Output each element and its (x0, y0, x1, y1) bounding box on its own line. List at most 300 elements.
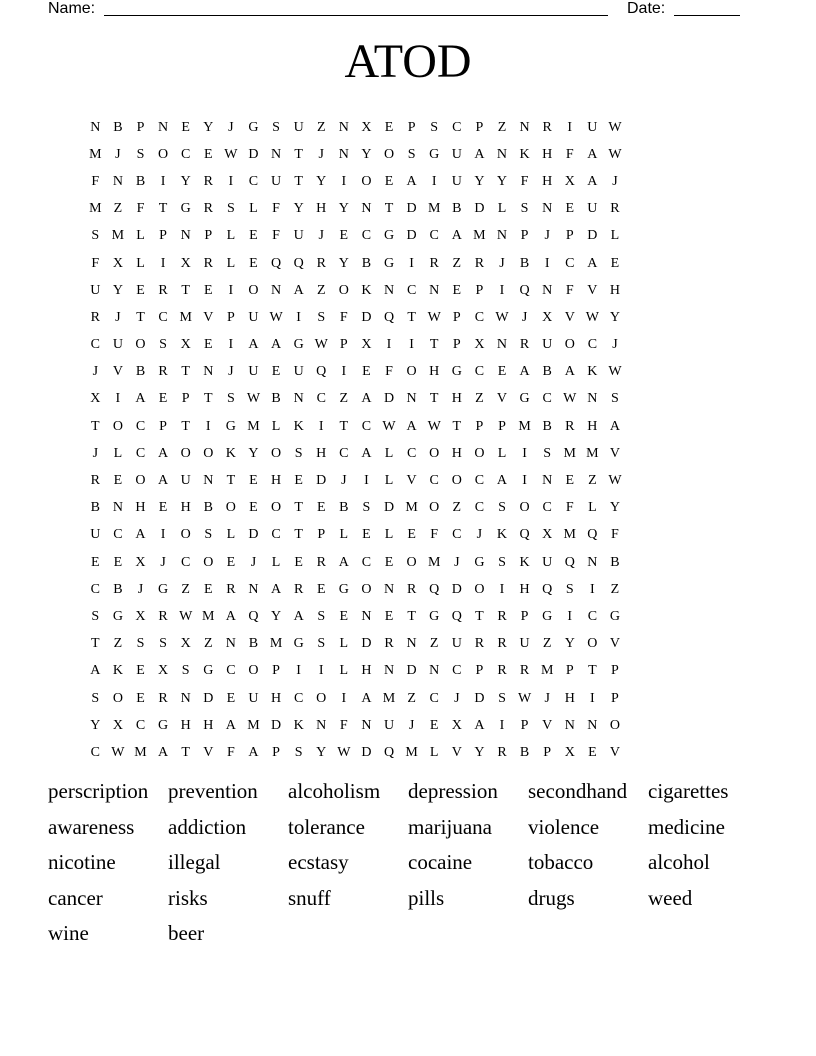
grid-letter: I (341, 364, 347, 380)
grid-letter: R (226, 581, 236, 597)
grid-letter: G (158, 581, 169, 597)
grid-letter: S (565, 581, 574, 597)
grid-letter: C (158, 309, 168, 325)
grid-letter: G (225, 418, 236, 434)
grid-letter: M (540, 663, 554, 679)
grid-letter: O (270, 500, 282, 516)
grid-letter: R (158, 364, 168, 380)
grid-letter: Q (383, 309, 395, 325)
grid-letter: C (135, 445, 146, 461)
grid-letter: N (383, 581, 395, 597)
grid-letter: P (136, 119, 145, 135)
grid-letter: L (226, 255, 236, 271)
grid-letter: E (384, 173, 394, 189)
grid-letter: O (406, 554, 417, 570)
grid-letter: J (318, 228, 324, 244)
word-bank-item: illegal (168, 850, 221, 875)
grid-letter: S (520, 201, 529, 217)
grid-letter: Y (112, 282, 123, 298)
grid-letter: T (339, 418, 349, 434)
grid-letter: S (91, 690, 100, 706)
grid-letter: U (180, 473, 191, 489)
grid-letter: E (249, 473, 258, 489)
grid-letter: C (542, 391, 552, 407)
grid-letter: D (361, 309, 372, 325)
grid-letter: O (406, 364, 417, 380)
grid-letter: C (406, 282, 417, 298)
grid-letter: E (158, 500, 168, 516)
grid-letter: G (429, 608, 440, 624)
grid-row (84, 277, 626, 304)
grid-row (84, 658, 626, 685)
grid-letter: L (113, 445, 123, 461)
grid-letter: X (542, 309, 553, 325)
grid-letter: U (248, 309, 259, 325)
grid-letter: A (293, 282, 304, 298)
grid-letter: G (383, 255, 395, 271)
grid-letter: O (429, 445, 440, 461)
grid-letter: B (90, 500, 100, 516)
grid-row (84, 522, 626, 549)
grid-letter: O (270, 445, 282, 461)
grid-letter: G (609, 608, 621, 624)
grid-letter: M (111, 228, 125, 244)
grid-letter: O (519, 500, 530, 516)
grid-letter: P (452, 337, 461, 353)
grid-letter: C (429, 690, 439, 706)
grid-letter: G (248, 119, 259, 135)
grid-letter: J (612, 337, 618, 353)
grid-letter: Y (338, 201, 349, 217)
grid-letter: F (565, 146, 574, 162)
grid-letter: R (90, 309, 100, 325)
grid-letter: P (226, 309, 235, 325)
grid-letter: N (180, 690, 191, 706)
grid-letter: D (474, 690, 485, 706)
grid-letter: Y (248, 445, 259, 461)
grid-letter: Z (588, 473, 597, 489)
grid-letter: Q (383, 744, 395, 760)
grid-letter: R (316, 554, 326, 570)
grid-letter: Q (587, 527, 598, 543)
grid-letter: B (542, 418, 552, 434)
grid-row (84, 168, 626, 195)
grid-letter: O (158, 146, 169, 162)
grid-row (84, 549, 626, 576)
grid-letter: G (429, 146, 440, 162)
grid-letter: S (204, 527, 213, 543)
grid-letter: Q (248, 608, 259, 624)
grid-letter: U (451, 636, 462, 652)
grid-letter: A (225, 608, 236, 624)
grid-letter: N (587, 717, 598, 733)
grid-letter: W (269, 309, 283, 325)
grid-letter: E (226, 554, 236, 570)
grid-letter: M (134, 744, 147, 760)
grid-letter: T (91, 636, 100, 652)
grid-letter: J (137, 581, 144, 597)
grid-letter: A (361, 391, 372, 407)
grid-letter: T (203, 391, 213, 407)
grid-letter: T (407, 608, 416, 624)
grid-letter: M (473, 228, 486, 244)
word-bank-item: cigarettes (648, 779, 729, 803)
grid-letter: N (248, 581, 259, 597)
grid-letter: U (451, 146, 462, 162)
grid-letter: A (519, 364, 530, 380)
grid-row (84, 685, 626, 712)
grid-letter: V (203, 744, 214, 760)
grid-letter: U (587, 201, 598, 217)
grid-letter: D (406, 201, 417, 217)
grid-letter: O (112, 418, 123, 434)
grid-letter: T (181, 282, 190, 298)
grid-letter: S (272, 119, 280, 135)
grid-letter: K (587, 364, 598, 380)
grid-letter: R (158, 608, 168, 624)
grid-letter: Z (113, 636, 123, 652)
grid-letter: Y (361, 146, 372, 162)
grid-letter: N (158, 119, 169, 135)
word-bank-item: alcohol (648, 850, 710, 875)
grid-letter: O (135, 473, 146, 489)
word-bank-item: tobacco (528, 850, 594, 875)
grid-letter: W (337, 744, 351, 760)
grid-letter: G (383, 228, 395, 244)
grid-letter: D (361, 636, 372, 652)
grid-letter: A (587, 173, 598, 189)
grid-letter: C (474, 500, 485, 516)
grid-letter: N (361, 201, 372, 217)
grid-letter: C (452, 527, 462, 543)
grid-letter: M (89, 201, 102, 217)
grid-letter: D (248, 146, 259, 162)
grid-letter: N (112, 500, 123, 516)
grid-letter: F (565, 500, 574, 516)
grid-letter: Z (339, 391, 349, 407)
grid-letter: W (517, 690, 532, 706)
grid-letter: E (384, 119, 394, 135)
grid-letter: R (429, 255, 439, 271)
grid-letter: H (316, 201, 327, 217)
grid-letter: U (248, 364, 259, 380)
grid-letter: I (228, 173, 234, 189)
grid-letter: T (226, 473, 236, 489)
grid-letter: R (474, 255, 485, 271)
grid-letter: A (248, 337, 259, 353)
grid-letter: X (135, 608, 146, 624)
grid-letter: O (474, 581, 485, 597)
grid-row (84, 332, 626, 359)
grid-letter: J (318, 146, 324, 162)
grid-letter: C (90, 337, 100, 353)
grid-letter: V (451, 744, 462, 760)
grid-letter: U (542, 337, 553, 353)
grid-letter: R (203, 255, 213, 271)
grid-letter: Z (203, 636, 213, 652)
grid-letter: P (565, 663, 574, 679)
grid-letter: S (498, 690, 506, 706)
grid-row (84, 359, 626, 386)
grid-letter: D (451, 581, 462, 597)
grid-letter: P (272, 663, 280, 679)
grid-letter: G (293, 337, 304, 353)
grid-letter: I (296, 663, 301, 679)
grid-letter: C (339, 445, 349, 461)
grid-letter: Q (519, 527, 530, 543)
grid-letter: C (587, 337, 598, 353)
grid-letter: N (270, 282, 282, 298)
grid-letter: Y (316, 744, 327, 760)
grid-letter: N (542, 201, 553, 217)
grid-letter: T (158, 201, 168, 217)
word-bank-item: snuff (288, 885, 331, 910)
grid-letter: H (180, 717, 191, 733)
grid-letter: R (406, 581, 417, 597)
grid-letter: H (587, 418, 598, 434)
grid-letter: E (497, 364, 507, 380)
grid-letter: E (136, 690, 145, 706)
grid-letter: A (135, 527, 146, 543)
grid-letter: O (564, 337, 575, 353)
grid-letter: U (451, 173, 462, 189)
grid-letter: X (158, 663, 169, 679)
grid-row (84, 603, 626, 630)
grid-letter: O (112, 690, 123, 706)
grid-letter: R (474, 636, 485, 652)
grid-letter: A (248, 744, 259, 760)
grid-row (84, 440, 626, 467)
grid-letter: A (474, 146, 485, 162)
grid-letter: M (405, 500, 418, 516)
grid-row (84, 304, 626, 331)
grid-letter: P (565, 228, 574, 244)
grid-letter: T (407, 309, 416, 325)
grid-letter: O (248, 282, 259, 298)
grid-letter: T (294, 527, 303, 543)
word-bank-item: drugs (528, 885, 575, 910)
grid-letter: E (249, 500, 258, 516)
grid-letter: Q (564, 554, 575, 570)
grid-letter: P (475, 282, 484, 298)
grid-letter: E (158, 391, 168, 407)
grid-letter: V (564, 309, 575, 325)
grid-letter: A (496, 473, 508, 489)
grid-letter: B (271, 391, 281, 407)
grid-letter: N (338, 146, 349, 162)
grid-letter: I (160, 173, 166, 189)
grid-letter: N (496, 337, 508, 353)
grid-letter: F (339, 717, 348, 733)
grid-letter: S (317, 636, 326, 652)
grid-letter: F (136, 201, 145, 217)
grid-letter: I (409, 255, 414, 271)
grid-letter: P (611, 663, 619, 679)
grid-letter: Z (181, 581, 190, 597)
grid-letter: E (339, 228, 349, 244)
grid-letter: I (499, 717, 505, 733)
grid-letter: C (113, 527, 123, 543)
grid-letter: X (564, 173, 575, 189)
grid-letter: J (521, 309, 528, 325)
grid-letter: Y (316, 173, 327, 189)
grid-letter: N (203, 473, 214, 489)
grid-row (84, 631, 626, 658)
grid-letter: L (429, 744, 439, 760)
grid-letter: O (587, 636, 598, 652)
grid-letter: E (203, 581, 213, 597)
grid-letter: M (405, 744, 418, 760)
grid-row (84, 739, 626, 766)
grid-letter: I (341, 173, 347, 189)
grid-letter: N (542, 282, 553, 298)
grid-letter: T (452, 418, 462, 434)
word-bank-item: wine (48, 921, 89, 946)
grid-letter: Q (451, 608, 462, 624)
grid-letter: X (112, 717, 123, 733)
grid-letter: A (270, 581, 282, 597)
grid-letter: Z (452, 500, 462, 516)
grid-letter: S (136, 636, 145, 652)
grid-letter: R (497, 744, 507, 760)
grid-letter: Y (293, 201, 304, 217)
grid-letter: Z (407, 690, 416, 706)
grid-letter: I (228, 282, 234, 298)
grid-letter: N (270, 146, 282, 162)
grid-letter: Z (610, 581, 620, 597)
worksheet-header (48, 0, 748, 20)
grid-letter: H (564, 690, 575, 706)
grid-letter: Q (519, 282, 530, 298)
grid-letter: M (586, 445, 599, 461)
grid-letter: M (179, 309, 192, 325)
grid-letter: O (203, 554, 214, 570)
grid-letter: Z (452, 255, 462, 271)
grid-letter: J (341, 473, 347, 489)
grid-letter: U (293, 119, 304, 135)
date-label: Date: (627, 0, 666, 17)
grid-row (84, 250, 626, 277)
grid-letter: S (362, 500, 371, 516)
grid-letter: P (452, 309, 461, 325)
grid-letter: L (271, 418, 281, 434)
grid-letter: R (158, 282, 168, 298)
grid-letter: T (429, 391, 439, 407)
grid-row (84, 386, 626, 413)
grid-letter: K (293, 418, 304, 434)
grid-letter: L (271, 554, 281, 570)
grid-letter: P (159, 418, 167, 434)
word-bank-item: awareness (48, 814, 135, 839)
grid-letter: G (451, 364, 462, 380)
grid-letter: K (519, 146, 530, 162)
word-bank-item: weed (648, 885, 693, 910)
grid-letter: E (113, 473, 123, 489)
grid-letter: A (158, 744, 169, 760)
grid-letter: S (407, 146, 416, 162)
grid-letter: S (294, 445, 303, 461)
grid-letter: P (498, 418, 506, 434)
grid-letter: I (544, 255, 550, 271)
grid-letter: R (293, 581, 304, 597)
grid-letter: U (383, 717, 395, 733)
grid-letter: C (135, 717, 146, 733)
grid-letter: W (314, 337, 328, 353)
grid-letter: F (91, 255, 100, 271)
grid-letter: H (429, 364, 440, 380)
grid-letter: A (361, 690, 372, 706)
grid-letter: A (609, 418, 621, 434)
grid-letter: B (610, 554, 620, 570)
grid-letter: E (407, 527, 416, 543)
grid-letter: M (89, 146, 102, 162)
grid-letter: D (383, 500, 395, 516)
grid-letter: X (361, 119, 372, 135)
grid-letter: B (519, 744, 530, 760)
grid-letter: X (90, 391, 101, 407)
grid-letter: U (293, 228, 304, 244)
grid-letter: W (608, 146, 622, 162)
grid-letter: H (451, 445, 462, 461)
grid-letter: E (610, 255, 620, 271)
grid-letter: B (113, 119, 123, 135)
grid-letter: U (519, 636, 530, 652)
grid-letter: W (495, 309, 509, 325)
grid-letter: R (384, 636, 394, 652)
grid-letter: E (91, 554, 100, 570)
grid-letter: P (520, 608, 529, 624)
grid-letter: R (542, 119, 552, 135)
grid-letter: Z (316, 119, 326, 135)
grid-letter: F (272, 201, 280, 217)
grid-letter: N (587, 554, 598, 570)
grid-letter: T (294, 173, 303, 189)
grid-letter: B (339, 500, 349, 516)
grid-letter: W (608, 473, 622, 489)
grid-letter: C (226, 663, 236, 679)
grid-letter: P (475, 663, 484, 679)
grid-letter: H (542, 146, 553, 162)
grid-letter: N (542, 473, 553, 489)
grid-letter: F (430, 527, 439, 543)
grid-letter: D (587, 228, 598, 244)
grid-letter: R (519, 663, 530, 679)
name-blank-line (104, 15, 608, 16)
grid-letter: P (181, 391, 190, 407)
grid-letter: D (383, 391, 395, 407)
grid-letter: V (609, 744, 621, 760)
grid-letter: E (226, 690, 236, 706)
page-title: ATOD (344, 35, 472, 88)
word-bank-item: beer (168, 921, 205, 946)
grid-letter: E (181, 119, 190, 135)
grid-letter: A (270, 337, 282, 353)
grid-letter: X (542, 527, 553, 543)
grid-letter: Q (429, 581, 440, 597)
word-bank-item: tolerance (288, 814, 365, 839)
grid-letter: L (249, 201, 258, 217)
grid-letter: P (611, 690, 619, 706)
grid-letter: C (181, 554, 191, 570)
grid-letter: E (362, 364, 371, 380)
grid-letter: A (451, 228, 462, 244)
grid-letter: S (159, 636, 167, 652)
grid-letter: K (112, 663, 123, 679)
grid-letter: W (427, 418, 441, 434)
grid-letter: E (136, 282, 145, 298)
grid-letter: N (361, 717, 372, 733)
grid-letter: I (431, 173, 437, 189)
